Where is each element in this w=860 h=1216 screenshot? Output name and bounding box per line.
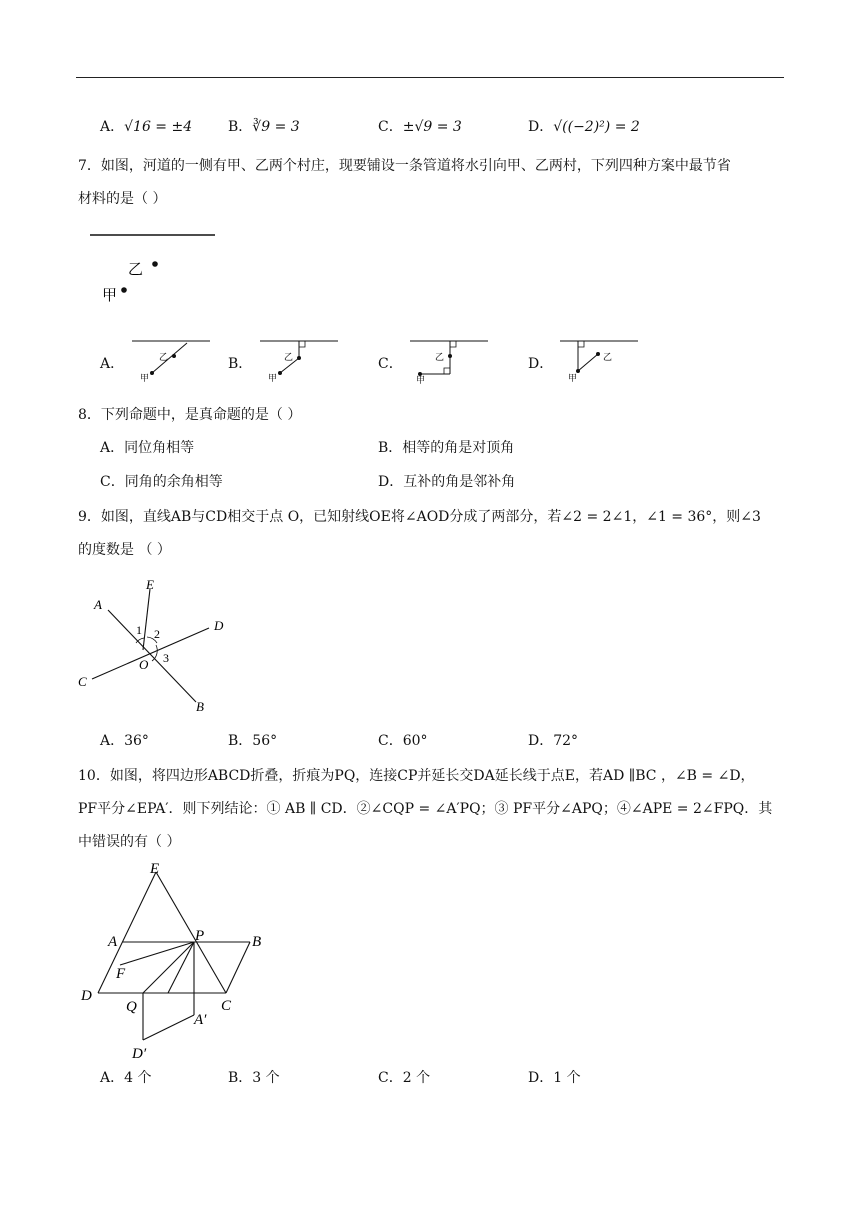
q7-option-c-figure [410,336,492,384]
label-jia: 甲 [268,373,278,383]
label-b: B [252,934,262,950]
q8-option-b[interactable]: B．相等的角是对顶角 [378,440,515,456]
q9-option-b[interactable]: B．56° [228,733,278,749]
label-d-prime: D′ [132,1046,147,1062]
q9-option-a[interactable]: A．36° [100,733,149,749]
q9-option-c[interactable]: C．60° [378,733,428,749]
q8-option-a[interactable]: A．同位角相等 [100,440,195,456]
q7-option-d[interactable]: D． [528,356,554,372]
q10-option-a[interactable]: A．4 个 [100,1070,152,1086]
q9-stem-line2: 的度数是 （ ） [78,542,171,558]
q7-option-c[interactable]: C． [378,356,403,372]
label-yi: 乙 [603,352,613,362]
label-yi: 乙 [284,352,294,362]
line-cd [92,628,209,679]
q7-stem-line1: 7．如图，河道的一侧有甲、乙两个村庄，现要铺设一条管道将水引向甲、乙两村，下列四种方案中最节省 [78,158,731,174]
q7-main-figure [88,228,228,308]
label-o: O [139,657,149,672]
label-angle1: 1 [136,623,142,637]
label-e: E [150,861,160,877]
label-jia: 甲 [416,375,426,385]
village-yi-dot [152,261,158,267]
label-d: D [81,988,92,1004]
q8-stem: 8．下列命题中，是真命题的是（ ） [78,407,302,423]
q9-figure [70,572,240,717]
q6-option-a[interactable]: A．√16 = ±4 [100,119,193,135]
q9-option-d[interactable]: D．72° [528,733,579,749]
q7-option-a[interactable]: A． [100,356,125,372]
label-a: A [108,934,118,950]
label-b: B [196,699,204,714]
q7-option-b-figure [260,336,342,384]
q7-option-d-figure [560,336,642,384]
label-jia: 甲 [568,373,578,383]
q10-option-d[interactable]: D．1 个 [528,1070,581,1086]
label-f: F [116,966,126,982]
q7-option-b[interactable]: B． [228,356,253,372]
label-yi: 乙 [435,352,445,362]
q10-option-c[interactable]: C．2 个 [378,1070,431,1086]
q10-stem-line3: 中错误的有（ ） [78,834,181,850]
label-angle2: 2 [154,627,160,641]
label-d: D [214,618,224,633]
village-jia-label: 甲 [102,288,118,304]
label-jia: 甲 [140,373,150,383]
q10-stem-line1: 10．如图，将四边形ABCD折叠，折痕为PQ，连接CP并延长交DA延长线于点E，若AD ∥BC ，∠B = ∠D， [78,768,755,784]
village-jia-dot [121,287,127,293]
label-a: A [94,597,102,612]
label-yi: 乙 [159,352,169,362]
header-rule [76,77,784,78]
q9-stem-line1: 9．如图，直线AB与CD相交于点 O，已知射线OE将∠AOD分成了两部分，若∠2 = 2∠1，∠1 = 36°，则∠3 [78,509,761,525]
q8-option-c[interactable]: C．同角的余角相等 [100,474,223,490]
q10-figure [76,860,276,1065]
label-a-prime: A′ [194,1012,207,1028]
q7-stem-line2: 材料的是（ ） [78,191,167,207]
q6-option-c[interactable]: C．±√9 = 3 [378,119,462,135]
label-c: C [78,674,87,689]
q6-option-d[interactable]: D．√((−2)²) = 2 [528,119,640,135]
q10-stem-line2: PF平分∠EPA′．则下列结论：① AB ∥ CD．②∠CQP = ∠A′PQ；③ PF平分∠APQ；④∠APE = 2∠FPQ．其 [78,801,773,817]
label-p: P [195,928,205,944]
q7-option-a-figure [132,336,214,384]
line-ab [108,610,196,702]
q8-option-d[interactable]: D．互补的角是邻补角 [378,474,516,490]
village-yi-label: 乙 [128,262,144,278]
label-c: C [221,998,232,1014]
label-e: E [146,577,154,592]
label-q: Q [126,999,137,1015]
q6-option-b[interactable]: B．∛9 = 3 [228,119,300,135]
ray-oe [143,589,150,650]
label-angle3: 3 [163,651,169,665]
q10-option-b[interactable]: B．3 个 [228,1070,280,1086]
